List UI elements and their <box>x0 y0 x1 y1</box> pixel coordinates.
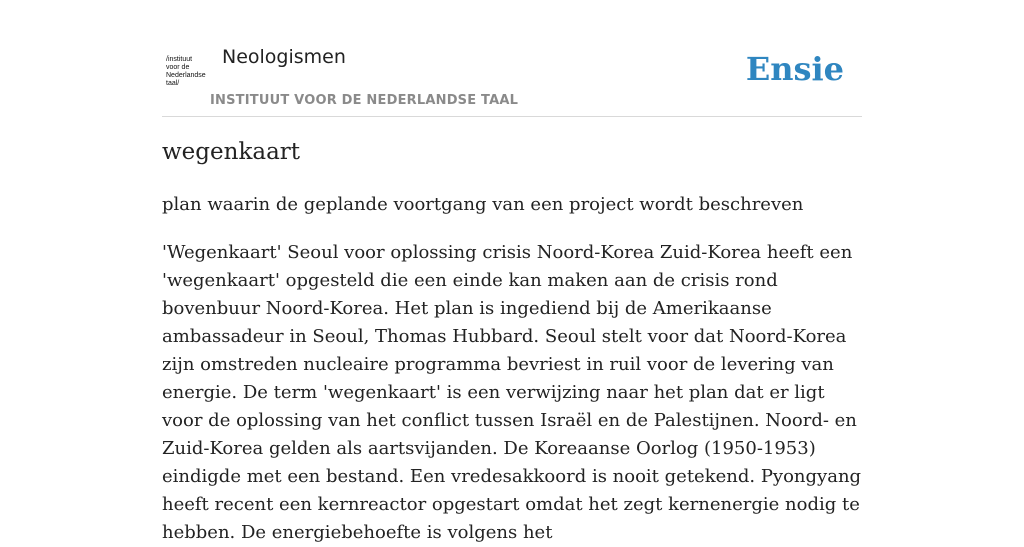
logo-line: taal/ <box>166 80 180 87</box>
entry-quote: 'Wegenkaart' Seoul voor oplossing crisis Noord-Korea Zuid-Korea heeft een 'wegenkaart' opgesteld die een einde kan maken aan de crisis rond bovenbuur Noord-Korea. Het plan is ingediend bij de Amerikaanse ambassadeur in Seoul, Thomas Hubbard. Seoul stelt voor dat Noord-Korea zijn omstreden nucleaire programma bevriest in ruil voor de levering van energie. De term 'wegenkaart' is een verwijzing naar het plan dat er ligt voor de oplossing van het conflict tussen Israël en de Palestijnen. Noord- en Zuid-Korea gelden als aartsvijanden. De Koreaanse Oorlog (1950-1953) eindigde met een bestand. Een vredesakkoord is nooit getekend. Pyongyang heeft recent een kernreactor opgestart omdat het zegt kernenergie nodig te hebben. De energiebehoefte is volgens het <box>162 242 862 543</box>
entry-definition: plan waarin de geplande voortgang van een project wordt beschreven <box>162 194 804 215</box>
logo-line: /instituut <box>166 56 193 63</box>
site-title[interactable]: Neologismen <box>222 46 346 68</box>
site-header <box>162 0 862 117</box>
ensie-logo[interactable]: Ensie <box>745 50 844 88</box>
entry-headword: wegenkaart <box>162 139 301 165</box>
institute-logo[interactable] <box>166 56 208 90</box>
organization-name: INSTITUUT VOOR DE NEDERLANDSE TAAL <box>210 93 519 108</box>
logo-line: voor de <box>166 64 190 71</box>
logo-line: Nederlandse <box>166 72 206 79</box>
